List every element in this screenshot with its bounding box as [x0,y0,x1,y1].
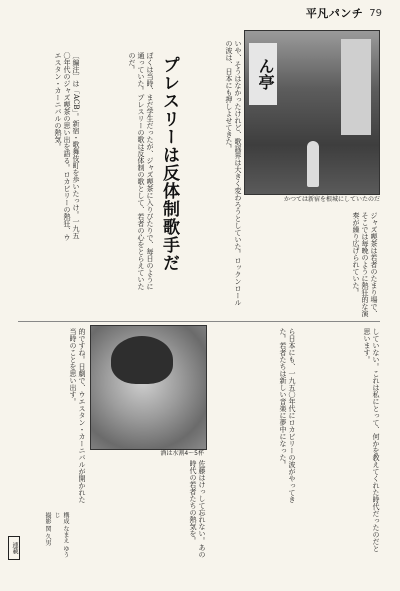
credits-photographer: 撮影 関 久男 [44,512,51,546]
page-header [306,4,382,22]
series-stamp: 連載 [8,536,20,560]
credits-writer: 構成 なまえ ゆうじ [53,512,69,558]
magazine-logo: 平凡パンチ [305,7,364,20]
article-column-c: いや、そうはなかったけれど、歌謡界は大きく変わろうとしていた。ロックンロールの波は、日本にも押しよせてきた。 [225,40,242,306]
article-column-d: ジャズ喫茶は若者のたまり場で、そこでは毎晩のように熱狂的な演奏が繰り広げられていた。 [352,212,378,317]
shop-sign: ん亭 [249,43,277,105]
person-silhouette [111,336,173,384]
page-number: 79 [369,7,382,19]
street-photo [244,30,380,195]
street-photo-caption: かつては新宿を根城にしていたのだ [283,196,380,203]
article-column-b: ぼくは当時、まだ学生だったが、ジャズ喫茶に入りびたりで、毎日のように通っていた。プレスリーの歌は反体制の歌として、若者の心をとらえていたのだ。 [128,52,154,290]
shop-sign-right [341,39,371,135]
article-column-f: ら日本にも、一九五〇年代にロカビリーの波がやってきた。若者たちは新しい音楽に夢中になった。 [279,328,296,503]
article-column-g: していない。これは私にとって、何かを教えてくれた時代だったのだと思います。 [363,328,380,552]
walking-man-figure [307,141,319,187]
credits [18,512,70,562]
drinking-photo [90,325,207,450]
article-headline: プレスリーは反体制歌手だ [159,56,179,272]
section-divider [18,321,380,322]
drinking-photo-caption: 酒は水割4〜5杯 [160,450,204,457]
article-column-h: 佐藤はけっして忘れない。あの時代の若者たちの熱気を。 [189,460,206,558]
article-column-e: 的ですね。日劇で、ウエスタン・カーニバルが開かれた当時のことを思い出す。 [69,328,86,503]
article-column-a: 〔編注〕は「ACB」。新宿・歌舞伎町を歩いたっけ。一九五〇年代のジャズ喫茶の思い出を語る。ロカビリーの熱狂、ウエスタン・カーニバルの熱気。 [54,52,80,241]
